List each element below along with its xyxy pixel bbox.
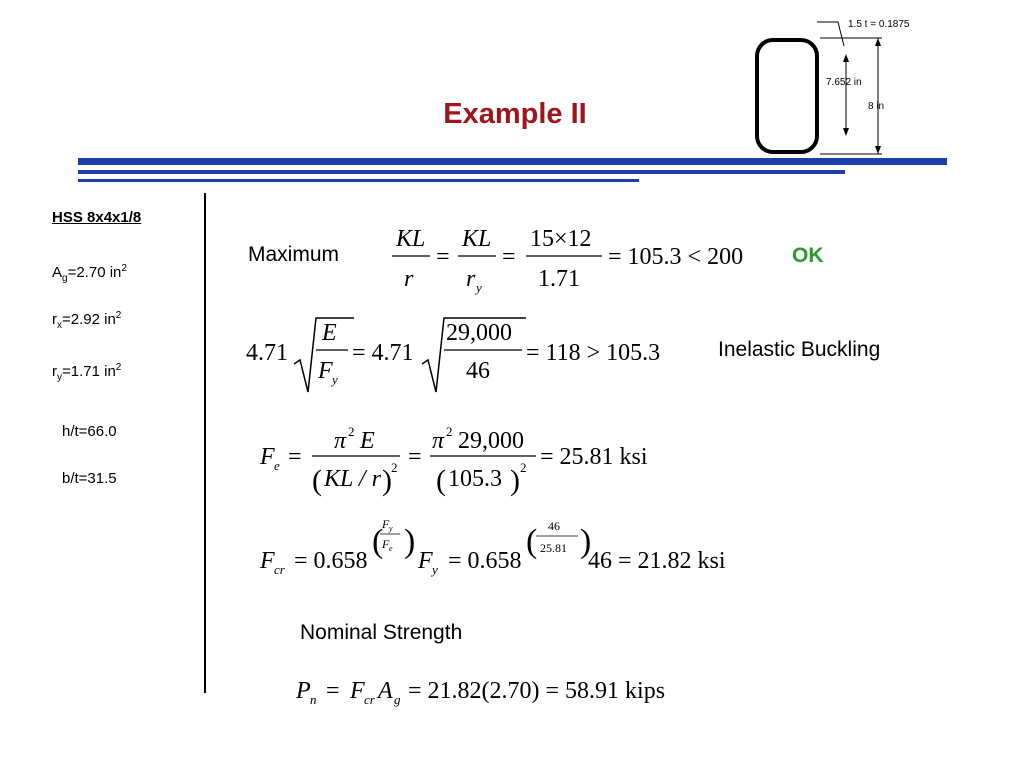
svg-text:g: g (394, 692, 401, 707)
svg-text:= 118 > 105.3: = 118 > 105.3 (526, 340, 661, 366)
svg-text:= 21.82(2.70) = 58.91 kips: = 21.82(2.70) = 58.91 kips (408, 678, 666, 704)
ok-label: OK (792, 244, 824, 267)
limit-equation (244, 312, 704, 397)
prop-ht: h/t=66.0 (62, 423, 117, 440)
slenderness-equation (380, 220, 780, 295)
svg-text:105.3: 105.3 (448, 466, 502, 492)
svg-text:=: = (502, 244, 516, 270)
hss-section-diagram (740, 10, 940, 160)
prop-ry: $r_y=1.71$ $in^2$ (52, 362, 122, 383)
header-rule-2 (78, 170, 845, 174)
prop-bt: b/t=31.5 (62, 470, 117, 487)
svg-text:15×12: 15×12 (530, 226, 592, 252)
slide-title: Example II (443, 98, 587, 130)
svg-text:y: y (432, 562, 438, 577)
fe-equation (258, 420, 678, 500)
svg-text:29,000: 29,000 (458, 428, 524, 454)
nominal-strength-label: Nominal Strength (300, 621, 463, 644)
svg-text:1.71: 1.71 (538, 266, 580, 292)
svg-text:2: 2 (446, 424, 453, 439)
svg-text:KL / r: KL / r (324, 466, 381, 492)
svg-text:=: = (288, 444, 302, 470)
svg-text:KL: KL (396, 226, 426, 252)
svg-text:F: F (350, 678, 365, 704)
svg-text:r: r (404, 266, 414, 292)
svg-text:): ) (404, 523, 416, 560)
maximum-label: Maximum (248, 243, 340, 266)
thickness-leader (817, 22, 844, 46)
svg-text:π: π (432, 428, 445, 454)
svg-text:(: ( (526, 523, 538, 560)
svg-text:cr: cr (364, 692, 375, 707)
svg-text:e: e (389, 544, 393, 553)
svg-text:r: r (466, 266, 476, 292)
svg-text:π: π (334, 428, 347, 454)
svg-text:): ) (382, 464, 392, 497)
inelastic-buckling-label: Inelastic Buckling (718, 338, 881, 361)
thickness-label: 1.5 t = 0.1875 (848, 19, 910, 30)
svg-text:y: y (476, 280, 482, 295)
svg-text:n: n (310, 692, 317, 707)
svg-text:F: F (382, 517, 390, 531)
svg-text:=: = (326, 678, 340, 704)
svg-text:(: ( (436, 464, 446, 497)
svg-text:(: ( (372, 523, 384, 560)
svg-text:46: 46 (466, 358, 490, 384)
inner-height-label: 7.652 in (826, 77, 862, 88)
svg-text:2: 2 (391, 460, 398, 475)
svg-text:2: 2 (348, 424, 355, 439)
svg-text:=: = (408, 444, 422, 470)
svg-text:= 105.3 < 200: = 105.3 < 200 (608, 244, 744, 270)
svg-text:): ) (510, 464, 520, 497)
svg-text:E: E (322, 320, 337, 346)
column-divider (204, 193, 206, 693)
outer-height-label: 8 in (868, 101, 885, 112)
svg-text:F: F (318, 358, 333, 384)
svg-text:46 = 21.82 ksi: 46 = 21.82 ksi (588, 548, 726, 574)
svg-text:P: P (296, 678, 311, 704)
svg-text:F: F (260, 548, 275, 574)
svg-text:KL: KL (462, 226, 492, 252)
svg-text:= 25.81 ksi: = 25.81 ksi (540, 444, 648, 470)
svg-text:): ) (580, 523, 592, 560)
svg-text:y: y (389, 524, 393, 533)
pn-equation (294, 670, 734, 714)
svg-text:25.81: 25.81 (540, 541, 567, 555)
header-rule-3 (78, 179, 639, 182)
svg-text:=: = (436, 244, 450, 270)
fcr-equation (258, 510, 758, 600)
svg-text:e: e (274, 458, 280, 473)
svg-text:F: F (418, 548, 433, 574)
svg-text:y: y (332, 372, 338, 387)
svg-text:(: ( (312, 464, 322, 497)
prop-rx: $r_x=2.92$ $in^2$ (52, 310, 122, 331)
svg-text:2: 2 (520, 460, 527, 475)
section-name: HSS 8x4x1/8 (52, 209, 142, 226)
svg-text:E: E (360, 428, 375, 454)
svg-text:= 0.658: = 0.658 (448, 548, 522, 574)
svg-text:= 4.71: = 4.71 (352, 340, 414, 366)
svg-text:4.71: 4.71 (246, 340, 288, 366)
prop-ag: $A_g=2.70$ $in^2$ (52, 263, 127, 284)
svg-text:46: 46 (548, 519, 560, 533)
svg-text:A: A (378, 678, 393, 704)
svg-text:F: F (260, 444, 275, 470)
hss-tube-shape (757, 40, 817, 152)
svg-text:cr: cr (274, 562, 285, 577)
svg-text:= 0.658: = 0.658 (294, 548, 368, 574)
svg-text:29,000: 29,000 (446, 320, 512, 346)
svg-text:F: F (382, 537, 390, 551)
